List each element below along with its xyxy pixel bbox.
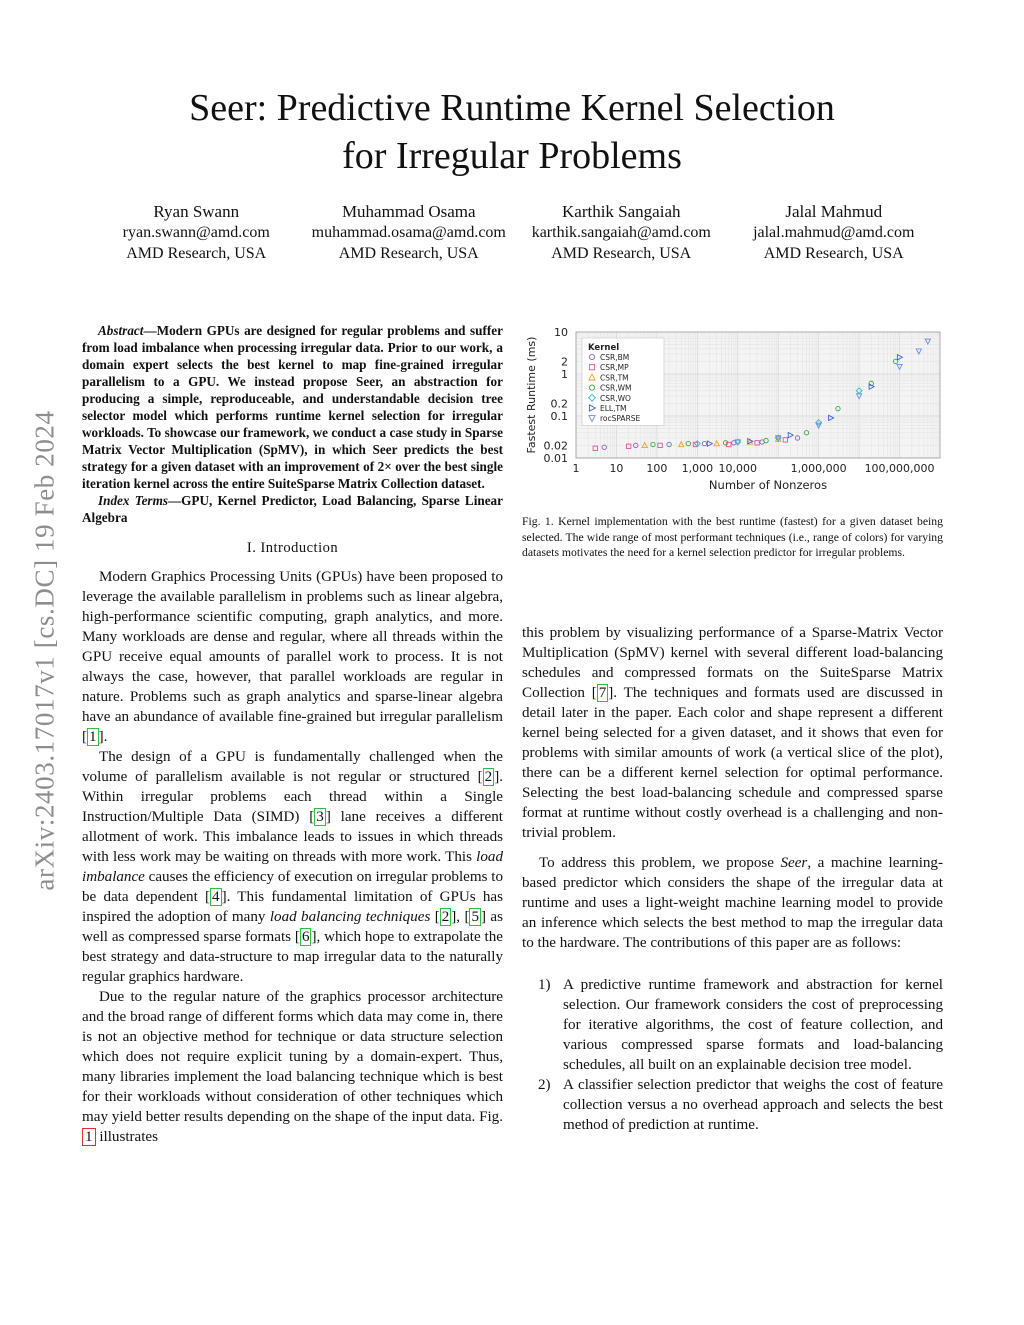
- emphasis: load imbalance: [82, 849, 503, 885]
- citation-link[interactable]: 1: [89, 729, 97, 745]
- list-number: 1): [538, 976, 551, 993]
- legend-entry: rocSPARSE: [600, 414, 641, 424]
- spacer: [522, 561, 943, 623]
- left-column: [82, 322, 503, 1147]
- abstract-text: —Modern GPUs are designed for regular problems and suffer from load imbalance when processing irregular data. Prior to our work, a domain expert selects the best kernel to map fine-grained irregular parallelism to a GPU. We instead propose Seer, an abstraction for producing a simple, reproduceable, and understandable decision tree selector model which performs runtime kernel selection for irregular workloads. To showcase our framework, we conduct a case study in Sparse Matrix Vector Multiplication (SpMV), in which Seer predicts the best strategy for a given dataset with an improvement of 2× over the best single iteration kernel across the entire SuiteSparse Matrix Collection dataset.: [82, 323, 503, 491]
- abstract-lead: Abstract: [98, 323, 144, 338]
- text-run: , a machine learning-based predictor which considers the shape of the irregular data at runtime and uses a light-weight machine learning model to provide an inference which selects the best method to map the irregular data to the hardware. The contributions of this paper are as follows:: [522, 854, 944, 951]
- text-run: ]. The techniques and formats used are discussed in detail later in the paper. Each color and shape represent a different kernel being selected for a given dataset, and it shows that even for problems with similar amounts of work (a vertical slice of the plot), there can be a different kernel selection for optimal performance. Selecting the best load-balancing schedule and compressed sparse format at runtime without costly overhead is a challenging and non-trivial problem.: [522, 684, 943, 841]
- legend-entry: CSR,WO: [600, 393, 631, 403]
- x-tick-label: 1: [572, 462, 580, 475]
- text-run: ], [: [451, 909, 470, 925]
- citation-link[interactable]: 2: [441, 909, 450, 925]
- list-text: A predictive runtime framework and abstraction for kernel selection. Our framework considers the cost of preprocessing for iterative algorithms, the cost of feature collection, and various compressed sparse formats and load-balancing schedules, all built on an explainable decision tree model.: [563, 976, 943, 1073]
- legend-entry: CSR,BM: [600, 353, 630, 362]
- spacer: [522, 843, 943, 853]
- legend-entry: CSR,MP: [600, 363, 629, 373]
- x-tick-label: 10,000: [718, 462, 758, 475]
- emphasis: Seer: [780, 854, 808, 871]
- index-terms: [82, 492, 503, 526]
- text-run: To address this problem, we propose: [539, 854, 781, 871]
- author-affiliation: AMD Research, USA: [338, 245, 479, 262]
- contribution-list: [522, 975, 943, 1135]
- author-block: [90, 201, 940, 264]
- section-heading-introduction: I. Introduction: [246, 540, 339, 556]
- list-item: [522, 975, 943, 1075]
- list-number: 2): [538, 1076, 551, 1093]
- y-tick-label: 0.02: [543, 439, 568, 453]
- citation-link[interactable]: 4: [212, 889, 220, 905]
- text-run: Modern Graphics Processing Units (GPUs) have been proposed to leverage the available parallelism in problems such as linear algebra, high-performance scientific computing, graph analytics, and more. Many workloads are dense and regular, where all threads within the GPU receive equal amounts of parallel work to process. It is not always the case, however, that parallel workloads are regular in nature. Problems such as graph analytics and sparse-linear algebra have an abundance of available fine-grained but irregular parallelism [: [82, 569, 503, 745]
- title-line-1: Seer: Predictive Runtime Kernel Selection: [189, 87, 835, 129]
- scatter-chart: [522, 322, 943, 502]
- text-run: ], which hope to extrapolate the best strategy and data-structure to map irregular data to the naturally regular graphics hardware.: [82, 929, 503, 985]
- spacer: [522, 953, 943, 975]
- legend-entry: CSR,TM: [600, 373, 629, 383]
- citation-link[interactable]: 5: [471, 909, 480, 925]
- arxiv-stamp-text: arXiv:2403.17017v1 [cs.DC] 19 Feb 2024: [29, 409, 60, 891]
- paragraph: [82, 747, 503, 987]
- text-run: ].: [98, 729, 108, 745]
- figure-link[interactable]: 1: [82, 1128, 96, 1146]
- y-tick-label: 10: [554, 326, 568, 339]
- author: [90, 201, 303, 264]
- paragraph: [82, 567, 503, 747]
- x-tick-label: 100: [646, 462, 668, 475]
- chart-legend: [582, 338, 664, 425]
- author-affiliation: AMD Research, USA: [763, 245, 904, 262]
- x-tick-label: 10: [609, 462, 624, 475]
- text-run: The design of a GPU is fundamentally challenged when the volume of parallelism available is not regular or structured [: [82, 749, 503, 785]
- author: [303, 201, 516, 264]
- y-tick-label: 1: [561, 368, 568, 381]
- citation-link[interactable]: 2: [484, 769, 493, 785]
- right-column: [522, 322, 943, 1135]
- index-terms-text: —GPU, Kernel Predictor, Load Balancing, Sparse Linear Algebra: [82, 493, 504, 525]
- text-run: this problem by visualizing performance of a Sparse-Matrix Vector Multiplication (SpMV) kernel with several different load-balancing schedules and compressed formats on the SuiteSparse Matrix Collection [: [522, 624, 943, 701]
- y-tick-labels: [544, 326, 569, 465]
- arxiv-stamp: [29, 355, 60, 945]
- figure-caption: Fig. 1. Kernel implementation with the best runtime (fastest) for a given dataset being selected. The wide range of most performant techniques (i.e., range of colors) for varying datasets motivates the need for a kernel selection predictor for irregular problems.: [522, 515, 943, 559]
- legend-entry: CSR,WM: [600, 383, 632, 393]
- x-tick-label: 1,000,000: [790, 462, 847, 475]
- author-name: Jalal Mahmud: [785, 202, 883, 221]
- author-affiliation: AMD Research, USA: [551, 245, 692, 262]
- legend-title: Kernel: [588, 343, 620, 353]
- paragraph: [82, 987, 503, 1147]
- text-run: causes the efficiency of execution on irregular problems to be data dependent [: [82, 869, 503, 905]
- list-text: A classifier selection predictor that weighs the cost of feature collection versus a no overhead approach and selects the best method of prediction at runtime.: [563, 1076, 943, 1133]
- list-item: [522, 1075, 943, 1135]
- author-name: Muhammad Osama: [341, 202, 476, 221]
- citation-link[interactable]: 3: [316, 809, 324, 825]
- figure-1-chart: [522, 322, 943, 502]
- author: [728, 201, 941, 264]
- author-name: Ryan Swann: [153, 202, 240, 221]
- abstract: [82, 322, 503, 492]
- x-tick-labels: [573, 462, 935, 475]
- text-run: illustrates: [95, 1129, 159, 1145]
- emphasis: load balancing techniques: [269, 909, 431, 925]
- paragraph: [522, 623, 943, 843]
- y-axis-label: Fastest Runtime (ms): [525, 336, 538, 454]
- author-name: Karthik Sangaiah: [562, 202, 681, 221]
- author-email: ryan.swann@amd.com: [122, 224, 270, 241]
- citation-link[interactable]: 7: [598, 684, 607, 701]
- author-email: jalal.mahmud@amd.com: [753, 224, 915, 241]
- paragraph: [522, 853, 943, 953]
- y-tick-label: 2: [561, 355, 568, 369]
- text-run: ]. Within irregular problems each thread within a Single Instruction/Multiple Data (SIMD) [: [82, 769, 503, 825]
- legend-entry: ELL,TM: [600, 404, 627, 413]
- text-run: ] as well as compressed sparse formats [: [82, 909, 503, 945]
- text-run: ] lane receives a different allotment of work. This imbalance leads to issues in which threads with less work may be waiting on threads with more work. This: [82, 809, 503, 865]
- author: [515, 201, 728, 264]
- y-tick-label: 0.2: [550, 397, 568, 411]
- author-email: karthik.sangaiah@amd.com: [531, 224, 711, 241]
- citation-link[interactable]: 6: [301, 929, 310, 945]
- index-terms-lead: Index Terms: [98, 493, 168, 508]
- text-run: Due to the regular nature of the graphics processor architecture and the broad range of different forms which data may come in, there is not an objective method for technique or data structure selection which does not require explicit tuning by a domain-expert. Thus, many libraries implement the load balancing technique which is best for their workloads without consideration of other techniques which may yield better results depending on the shape of the input data. Fig.: [82, 989, 503, 1125]
- text-run: ]. This fundamental limitation of GPUs has inspired the adoption of many: [82, 889, 503, 925]
- text-run: [: [430, 909, 440, 925]
- x-tick-label: 100,000,000: [864, 462, 935, 475]
- title-line-2: for Irregular Problems: [342, 135, 682, 177]
- x-tick-label: 1,000: [681, 462, 714, 475]
- y-tick-label: 0.1: [550, 410, 568, 423]
- y-tick-label: 0.01: [543, 452, 568, 465]
- paper-title: [0, 84, 1024, 180]
- x-axis-label: Number of Nonzeros: [708, 478, 828, 492]
- author-affiliation: AMD Research, USA: [126, 245, 267, 262]
- author-email: muhammad.osama@amd.com: [311, 224, 506, 241]
